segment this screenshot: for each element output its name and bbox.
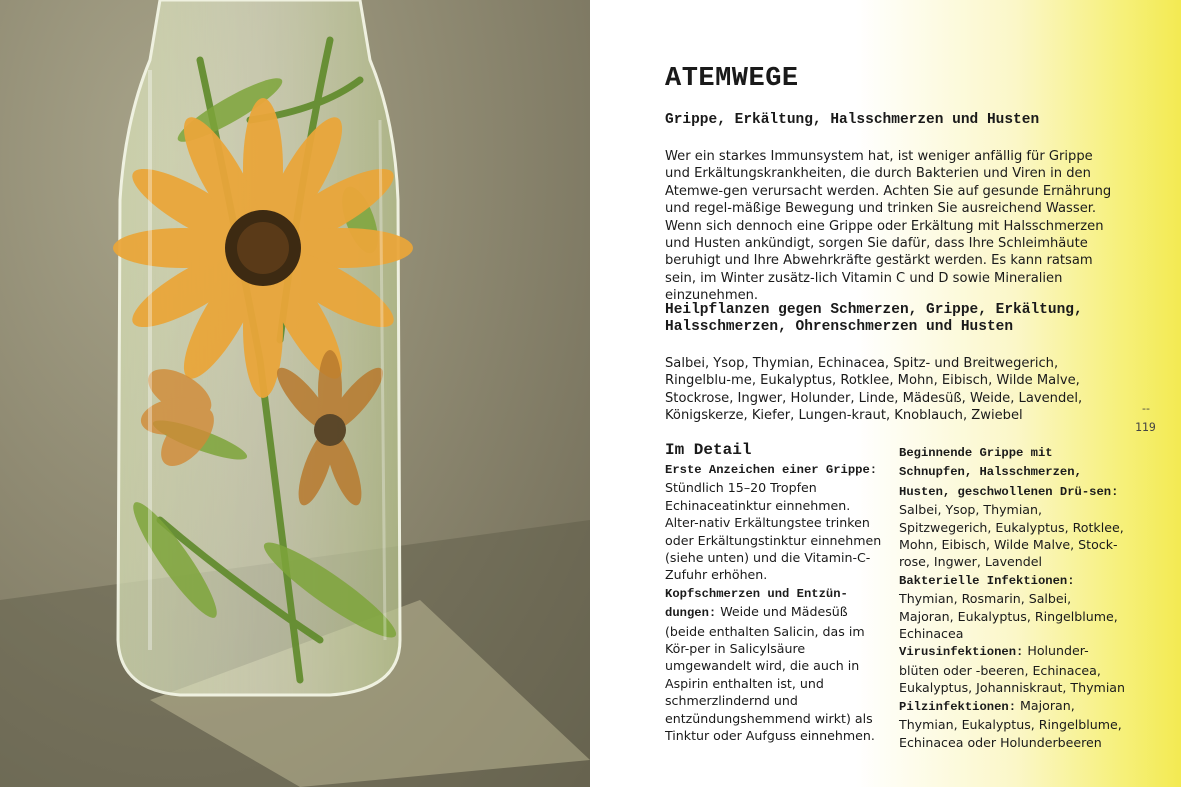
detail-entry [899, 443, 1127, 571]
entry-label: Bakterielle Infektionen: [899, 573, 1075, 588]
entry-text: Majoran, Thymian, Eukalyptus, Ringelblume, Echinacea oder Holunderbeeren [899, 697, 1122, 750]
entry-text: Weide und Mädesüß (beide enthalten Salicin, das im Kör-per in Salicylsäure umgewandelt wird, die auch in Aspirin enthalten ist, und schmerzlindernd und entzündungshemmend wirkt) als Tinktur oder Aufguss einnehmen. [665, 604, 875, 744]
herb-list-paragraph: Salbei, Ysop, Thymian, Echinacea, Spitz- und Breitwegerich, Ringelblu-me, Eukalyptus, Rotklee, Mohn, Eibisch, Wilde Malve, Stockrose, Ingwer, Holunder, Linde, Mädesüß, Weide, Lavendel, Königskerze, Kiefer, Lungen-kraut, Knoblauch, Zwiebel [665, 356, 1083, 424]
detail-column-left [665, 460, 887, 745]
entry-label: Virusinfektionen: [899, 645, 1024, 660]
detail-entry [665, 460, 887, 584]
detail-column-right [899, 443, 1127, 751]
text-page [590, 0, 1181, 787]
page-title: ATEMWEGE [665, 64, 799, 94]
detail-entry [899, 571, 1127, 643]
detail-entry [899, 642, 1127, 696]
entry-text: Salbei, Ysop, Thymian, Spitzwegerich, Eukalyptus, Rotklee, Mohn, Eibisch, Wilde Malve, Stock-rose, Ingwer, Lavendel [899, 502, 1124, 570]
section-heading-grippe: Grippe, Erkältung, Halsschmerzen und Husten [665, 112, 1040, 128]
entry-label: Kopfschmerzen und Entzün-dungen: [665, 586, 848, 621]
detail-entry [899, 697, 1127, 751]
herbal-tincture-photo [0, 0, 590, 787]
detail-heading: Im Detail [665, 441, 752, 459]
page-marker: -- [1142, 402, 1150, 415]
entry-label: Pilzinfektionen: [899, 699, 1017, 714]
entry-text: Holunder-blüten oder -beeren, Echinacea, Eukalyptus, Johanniskraut, Thymian [899, 643, 1126, 696]
entry-text: Thymian, Rosmarin, Salbei, Majoran, Eukalyptus, Ringelblume, Echinacea [899, 591, 1118, 642]
entry-label: Erste Anzeichen einer Grippe: [665, 463, 878, 477]
detail-entry [665, 584, 887, 745]
entry-text: Stündlich 15–20 Tropfen Echinaceatinktur einnehmen. Alter-nativ Erkältungstee trinken oder Erkältungstinktur einnehmen (siehe unten) und die Vitamin-C-Zufuhr erhöhen. [665, 480, 882, 583]
intro-paragraph: Wer ein starkes Immunsystem hat, ist weniger anfällig für Grippe und Erkältungskrankheiten, die durch Bakterien und Viren in den Atemwe-gen verursacht werden. Achten Sie auf gesunde Ernährung und regel-mäßige Bewegung und trinken Sie ausreichend Wasser. Wenn sich dennoch eine Grippe oder Erkältung mit Halsschmerzen und Husten ankündigt, sorgen Sie dafür, dass Ihre Schleimhäute beruhigt und Ihre Abwehrkräfte gestärkt werden. Es kann ratsam sein, im Winter zusätz-lich Vitamin C und D sowie Mineralien einzunehmen. [665, 149, 1112, 304]
page-number: 119 [1135, 420, 1156, 434]
section-heading-heilpflanzen: Heilpflanzen gegen Schmerzen, Grippe, Erkältung, Halsschmerzen, Ohrenschmerzen und Husten [665, 302, 1083, 335]
entry-label: Beginnende Grippe mit Schnupfen, Halsschmerzen, Husten, geschwollenen Drü-sen: [899, 446, 1119, 499]
bottle-illustration [0, 0, 590, 787]
